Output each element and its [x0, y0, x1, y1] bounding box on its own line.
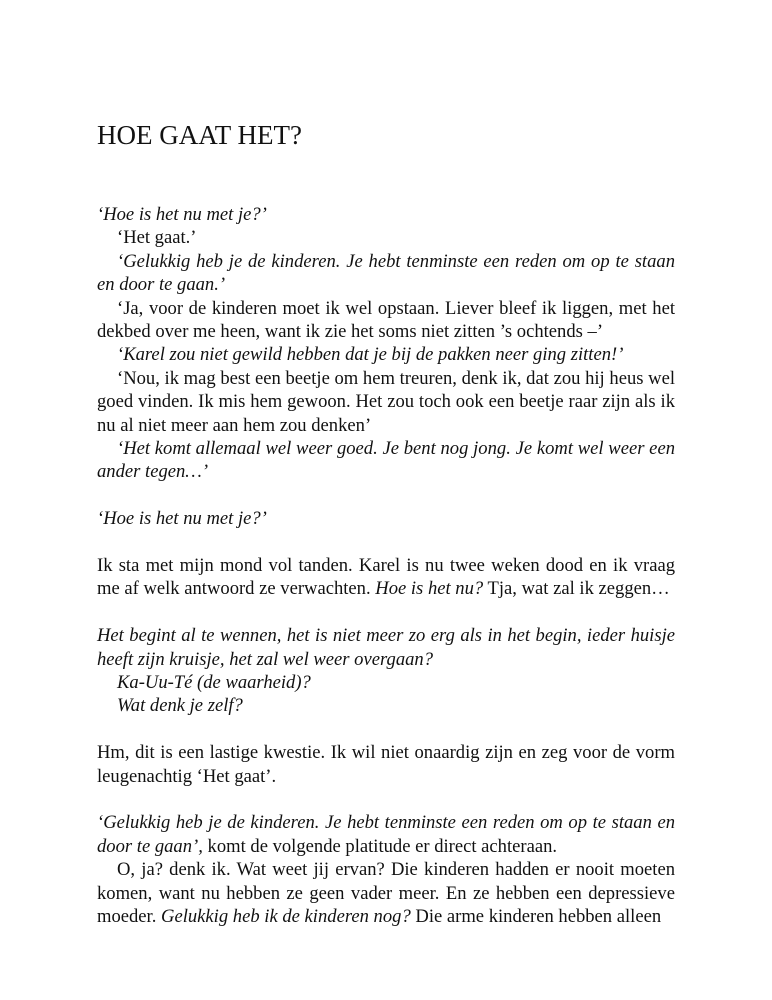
paragraph-9-part-2: Hoe is het nu?: [375, 578, 484, 600]
paragraph-14-part-1: ‘Gelukkig heb je de kinderen. Je hebt tenminste een reden om op te staan en door te gaan’,: [97, 812, 675, 857]
paragraph-7: ‘Het komt allemaal wel weer goed. Je bent nog jong. Je komt wel weer een ander tegen…’: [97, 438, 675, 483]
paragraph-9: [97, 554, 675, 601]
paragraph-12: Wat denk je zelf?: [117, 695, 243, 717]
paragraph-1: ‘Hoe is het nu met je?’: [97, 204, 267, 225]
paragraph-13: Hm, dit is een lastige kwestie. Ik wil niet onaardig zijn en zeg voor de vorm leugenachtig ‘Het gaat’.: [97, 742, 675, 787]
paragraph-8: ‘Hoe is het nu met je?’: [97, 508, 267, 530]
paragraph-4: ‘Ja, voor de kinderen moet ik wel opstaan. Liever bleef ik liggen, met het dekbed over me heen, want ik zie het soms niet zitten ’s ochtends –’: [97, 297, 675, 343]
paragraph-15-part-3: Die arme kinderen hebben alleen: [410, 906, 662, 928]
paragraph-6: ‘Nou, ik mag best een beetje om hem treuren, denk ik, dat zou hij heus wel goed vinden. Ik mis hem gewoon. Het zou toch ook een beetje raar zijn als ik nu al niet meer aan hem zou denken’: [97, 367, 675, 436]
paragraph-15-part-1: O, ja? denk ik. Wat weet jij ervan? Die kinderen hadden er nooit moeten komen, want nu hebben ze geen vader meer. En ze hebben een depressieve moeder.: [97, 859, 675, 928]
paragraph-11: Ka-Uu-Té (de waarheid)?: [117, 672, 311, 694]
chapter-title: HOE GAAT HET?: [97, 120, 302, 150]
paragraph-2: ‘Het gaat.’: [117, 227, 197, 249]
paragraph-14: [97, 811, 675, 858]
paragraph-9-part-3: Tja, wat zal ik zeggen…: [483, 578, 670, 600]
paragraph-15-part-2: Gelukkig heb ik de kinderen nog?: [161, 906, 411, 928]
paragraph-5: ‘Karel zou niet gewild hebben dat je bij de pakken neer ging zitten!’: [117, 344, 624, 366]
paragraph-3: ‘Gelukkig heb je de kinderen. Je hebt tenminste een reden om op te staan en door te gaan.’: [97, 250, 675, 296]
paragraph-10: Het begint al te wennen, het is niet meer zo erg als in het begin, ieder huisje heeft zijn kruisje, het zal wel weer overgaan?: [97, 625, 675, 670]
paragraph-14-part-2: komt de volgende platitude er direct achteraan.: [202, 835, 558, 857]
chapter-body: [97, 203, 675, 929]
paragraph-9-part-1: Ik sta met mijn mond vol tanden. Karel is nu twee weken dood en ik vraag me af welk antwoord ze verwachten.: [97, 555, 675, 600]
paragraph-15: [97, 858, 675, 928]
